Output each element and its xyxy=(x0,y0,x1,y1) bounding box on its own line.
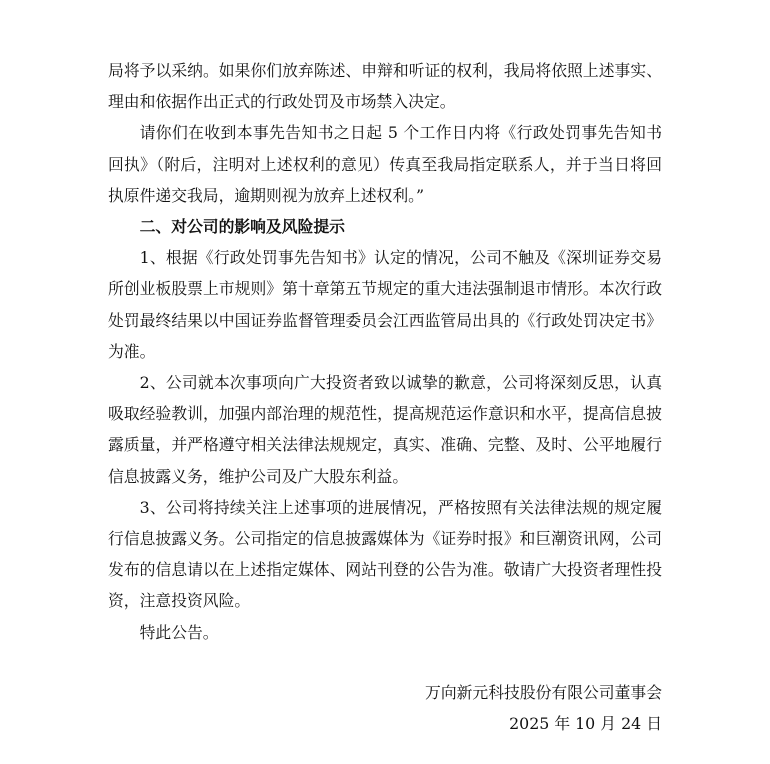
list-item: 3、公司将持续关注上述事项的进展情况，严格按照有关法律法规的规定履行信息披露义务。公司指定的信息披露媒体为《证券时报》和巨潮资讯网，公司发布的信息请以在上述指定媒体、网站刊登的公告为准。敬请广大投资者理性投资，注意投资风险。 xyxy=(108,497,662,611)
list-item: 2、公司就本次事项向广大投资者致以诚挚的歉意，公司将深刻反思，认真吸取经验教训，加强内部治理的规范性，提高规范运作意识和水平，提高信息披露质量，并严格遵守相关法律法规规定，真实、准确、完整、及时、公平地履行信息披露义务，维护公司及广大股东利益。 xyxy=(108,373,662,486)
paragraph-receipt-instructions: 请你们在收到本事先告知书之日起 5 个工作日内将《行政处罚事先告知书回执》（附后，注明对上述权利的意见）传真至我局指定联系人，并于当日将回执原件递交我局，逾期则视为放弃上述权利。” xyxy=(108,123,662,205)
section-heading: 二、对公司的影响及风险提示 xyxy=(139,217,345,237)
document-body xyxy=(108,55,662,648)
signature-date: 2025 年 10 月 24 日 xyxy=(509,714,662,733)
list-item: 1、根据《行政处罚事先告知书》认定的情况，公司不触及《深圳证券交易所创业板股票上市规则》第十章第五节规定的重大违法强制退市情形。本次行政处罚最终结果以中国证券监督管理委员会江西监管局出具的《行政处罚决定书》为准。 xyxy=(108,248,662,361)
signature-company: 万向新元科技股份有限公司董事会 xyxy=(425,683,662,702)
closing-statement: 特此公告。 xyxy=(139,622,219,642)
paragraph-continuation: 局将予以采纳。如果你们放弃陈述、申辩和听证的权利，我局将依照上述事实、理由和依据作出正式的行政处罚及市场禁入决定。 xyxy=(108,61,662,112)
